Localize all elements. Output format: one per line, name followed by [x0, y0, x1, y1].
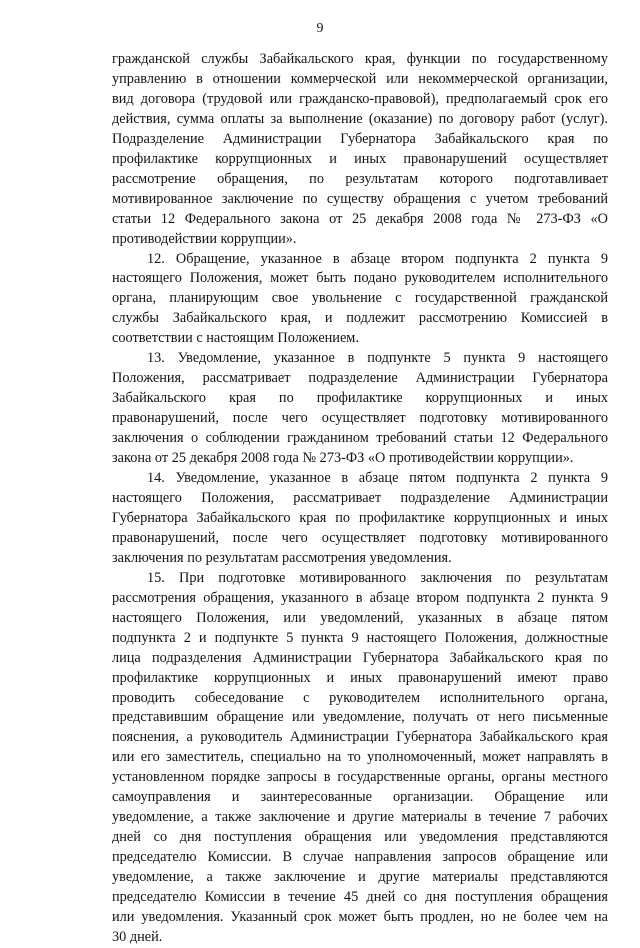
text-line: статьи 12 Федерального закона от 25 декабря 2008 года № 273-ФЗ «О [112, 210, 608, 227]
page-number: 9 [316, 21, 324, 36]
text-line: вид договора (трудовой или гражданско-правовой), предполагаемый срок его [112, 90, 608, 107]
text-line: правонарушений, после чего осуществляет подготовку мотивированного [112, 529, 608, 546]
text-line: уведомление, а также заключение и другие материалы в течение 7 рабочих [112, 809, 608, 826]
text-line: установленном порядке запросы в государственные органы, органы местного [112, 769, 608, 786]
text-line: рассмотрение обращения, по результатам которого подготавливает [112, 170, 608, 187]
text-line: профилактике коррупционных и иных правонарушений осуществляет [112, 150, 608, 167]
text-line: Забайкальского края по профилактике коррупционных и иных [112, 390, 608, 407]
text-line: Губернатора Забайкальского края по профилактике коррупционных и иных [112, 509, 608, 526]
paragraph-14 [112, 469, 608, 569]
text-line: настоящего Положения, может быть подано руководителем исполнительного [112, 270, 608, 287]
document-body [112, 50, 608, 948]
text-line: рассмотрения обращения, указанного в абзаце втором подпункта 2 пункта 9 [112, 589, 608, 606]
paragraph-13 [112, 349, 608, 469]
text-line: пояснения, а руководитель Администрации Губернатора Забайкальского края [112, 729, 608, 746]
paragraph-12 [112, 250, 608, 350]
paragraph-continuation [112, 50, 608, 250]
text-line: уведомление, а также заключение и другие материалы представляются [112, 869, 608, 886]
paragraph-15 [112, 569, 608, 948]
text-line: настоящего Положения, или уведомлений, указанных в абзаце пятом [112, 609, 608, 626]
text-line: закона от 25 декабря 2008 года № 273-ФЗ «О противодействии коррупции». [112, 450, 574, 467]
text-line: проводить собеседование с руководителем исполнительного органа, [112, 689, 608, 706]
text-line: настоящего Положения, рассматривает подразделение Администрации [112, 489, 608, 506]
text-line: противодействии коррупции». [112, 230, 297, 247]
text-line: управлению в отношении коммерческой или некоммерческой организации, [112, 70, 608, 87]
text-line: или его заместитель, специально на то уполномоченный, может направлять в [112, 749, 608, 766]
text-line: правонарушений, после чего осуществляет подготовку мотивированного [112, 410, 608, 427]
text-line: председателю Комиссии в течение 45 дней со дня поступления обращения [112, 889, 608, 906]
text-line: 14. Уведомление, указанное в абзаце пятом подпункта 2 пункта 9 [147, 470, 608, 487]
text-line: службы Забайкальского края, и подлежит рассмотрению Комиссией в [112, 310, 608, 327]
text-line: 12. Обращение, указанное в абзаце втором подпункта 2 пункта 9 [147, 250, 608, 267]
text-line: 15. При подготовке мотивированного заключения по результатам [147, 569, 608, 586]
text-line: заключения о соблюдении гражданином требований статьи 12 Федерального [112, 430, 608, 447]
text-line: председателю Комиссии. В случае направления запросов обращение или [112, 849, 608, 866]
text-line: заключения по результатам рассмотрения уведомления. [112, 549, 452, 566]
text-line: представившим обращение или уведомление, получать от него письменные [112, 709, 608, 726]
text-line: самоуправления и заинтересованные организации. Обращение или [112, 789, 608, 806]
text-line: 30 дней. [112, 928, 163, 945]
text-line: гражданской службы Забайкальского края, функции по государственному [112, 51, 608, 67]
text-line: лица подразделения Администрации Губернатора Забайкальского края по [112, 649, 608, 666]
text-line: действия, сумма оплаты за выполнение (оказание) по договору работ (услуг). [112, 110, 608, 127]
text-line: или уведомления. Указанный срок может быть продлен, но не более чем на [112, 908, 608, 925]
text-line: подпункта 2 и подпункте 5 пункта 9 настоящего Положения, должностные [112, 629, 608, 646]
text-line: Положения, рассматривает подразделение Администрации Губернатора [112, 370, 608, 387]
text-line: соответствии с настоящим Положением. [112, 330, 359, 347]
text-line: 13. Уведомление, указанное в подпункте 5 пункта 9 настоящего [147, 350, 608, 367]
text-line: профилактике коррупционных и иных правонарушений имеют право [112, 669, 608, 686]
text-line: органа, планирующим свое увольнение с государственной гражданской [112, 290, 608, 307]
text-line: дней со дня поступления обращения или уведомления представляются [112, 829, 608, 846]
text-line: мотивированное заключение по существу обращения с учетом требований [112, 190, 608, 207]
text-line: Подразделение Администрации Губернатора Забайкальского края по [112, 130, 608, 147]
